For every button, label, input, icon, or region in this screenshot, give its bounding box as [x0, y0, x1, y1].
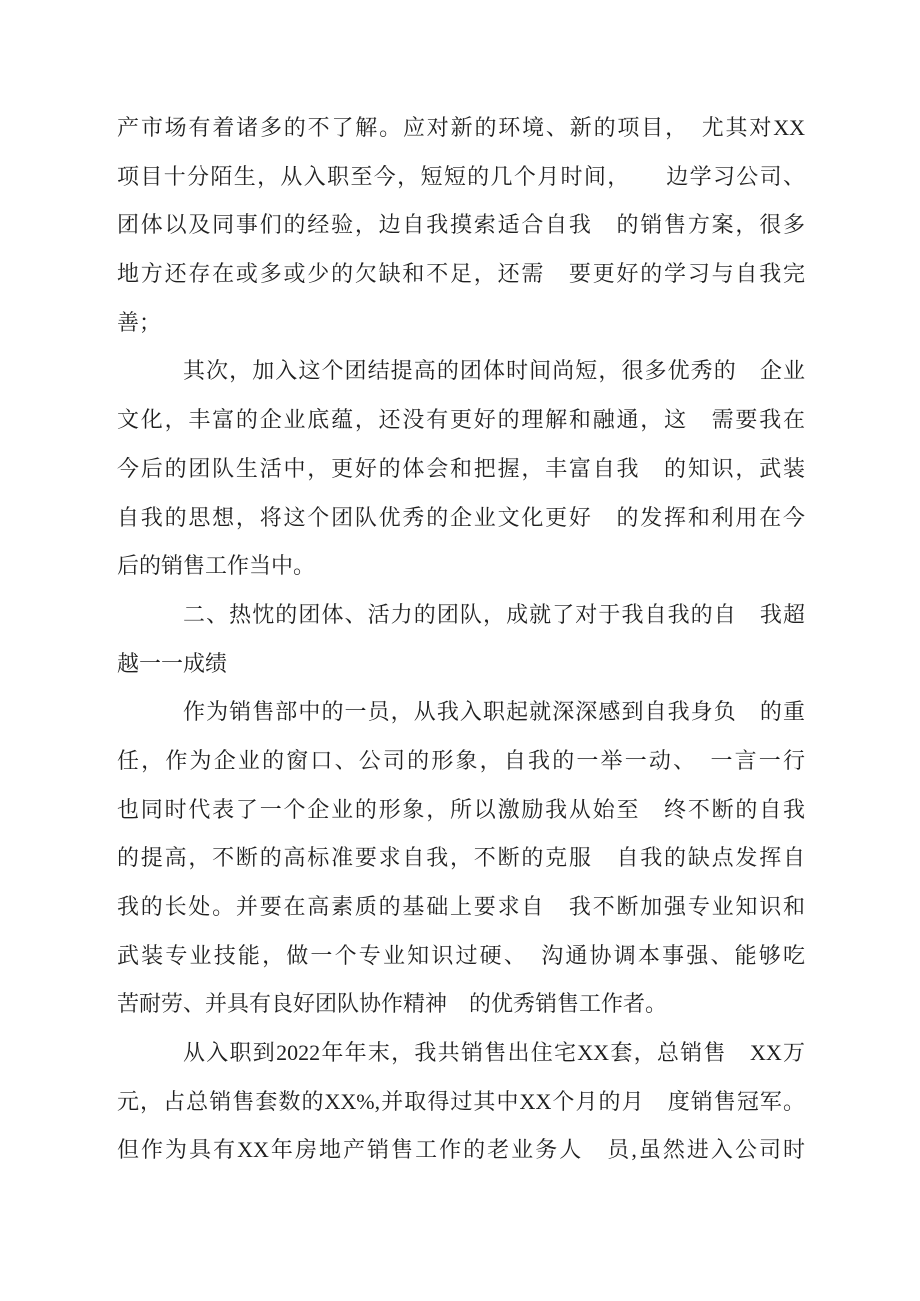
text-line: 任，作为企业的窗口、公司的形象，自我的一举一动、 一言一行 [117, 747, 805, 773]
text-line: 从入职到2022年年末，我共销售出住宅XX套，总销售 XX万 [183, 1040, 805, 1066]
text-line: 产市场有着诸多的不了解。应对新的环境、新的项目， 尤其对XX [117, 115, 805, 140]
text-line: 后的销售工作当中。 [117, 553, 316, 579]
text-line: 文化，丰富的企业底蕴，还没有更好的理解和融通，这 需要我在 [117, 407, 805, 433]
text-line: 元，占总销售套数的XX%,并取得过其中XX个月的月 度销售冠军。 [117, 1088, 805, 1114]
text-line: 苦耐劳、并具有良好团队协作精神 的优秀销售工作者。 [117, 991, 668, 1017]
text-line: 自我的思想，将这个团队优秀的企业文化更好 的发挥和利用在今 [117, 504, 805, 530]
text-line: 作为销售部中的一员，从我入职起就深深感到自我身负 的重 [183, 699, 805, 725]
text-line: 越一一成绩 [117, 650, 228, 676]
text-line: 也同时代表了一个企业的形象，所以激励我从始至 终不断的自我 [117, 796, 805, 822]
text-line: 地方还存在或多或少的欠缺和不足，还需 要更好的学习与自我完 [117, 261, 805, 287]
text-line: 我的长处。并要在高素质的基础上要求自 我不断加强专业知识和 [117, 894, 805, 919]
document-text-block [117, 104, 805, 1175]
text-line: 今后的团队生活中，更好的体会和把握，丰富自我 的知识，武装 [117, 455, 805, 481]
text-line: 善； [117, 309, 162, 335]
text-line: 其次，加入这个团结提高的团体时间尚短，很多优秀的 企业 [183, 358, 805, 384]
text-line: 的提高，不断的高标准要求自我，不断的克服 自我的缺点发挥自 [117, 845, 805, 871]
text-line: 团体以及同事们的经验，边自我摸索适合自我 的销售方案，很多 [117, 212, 805, 238]
text-line: 但作为具有XX年房地产销售工作的老业务人 员,虽然进入公司时 [117, 1137, 805, 1163]
text-line: 项目十分陌生，从入职至今，短短的几个月时间， 边学习公司、 [117, 163, 805, 189]
text-line: 二、热忱的团体、活力的团队，成就了对于我自我的自 我超 [183, 601, 805, 627]
text-line: 武装专业技能，做一个专业知识过硬、 沟通协调本事强、能够吃 [117, 942, 805, 968]
